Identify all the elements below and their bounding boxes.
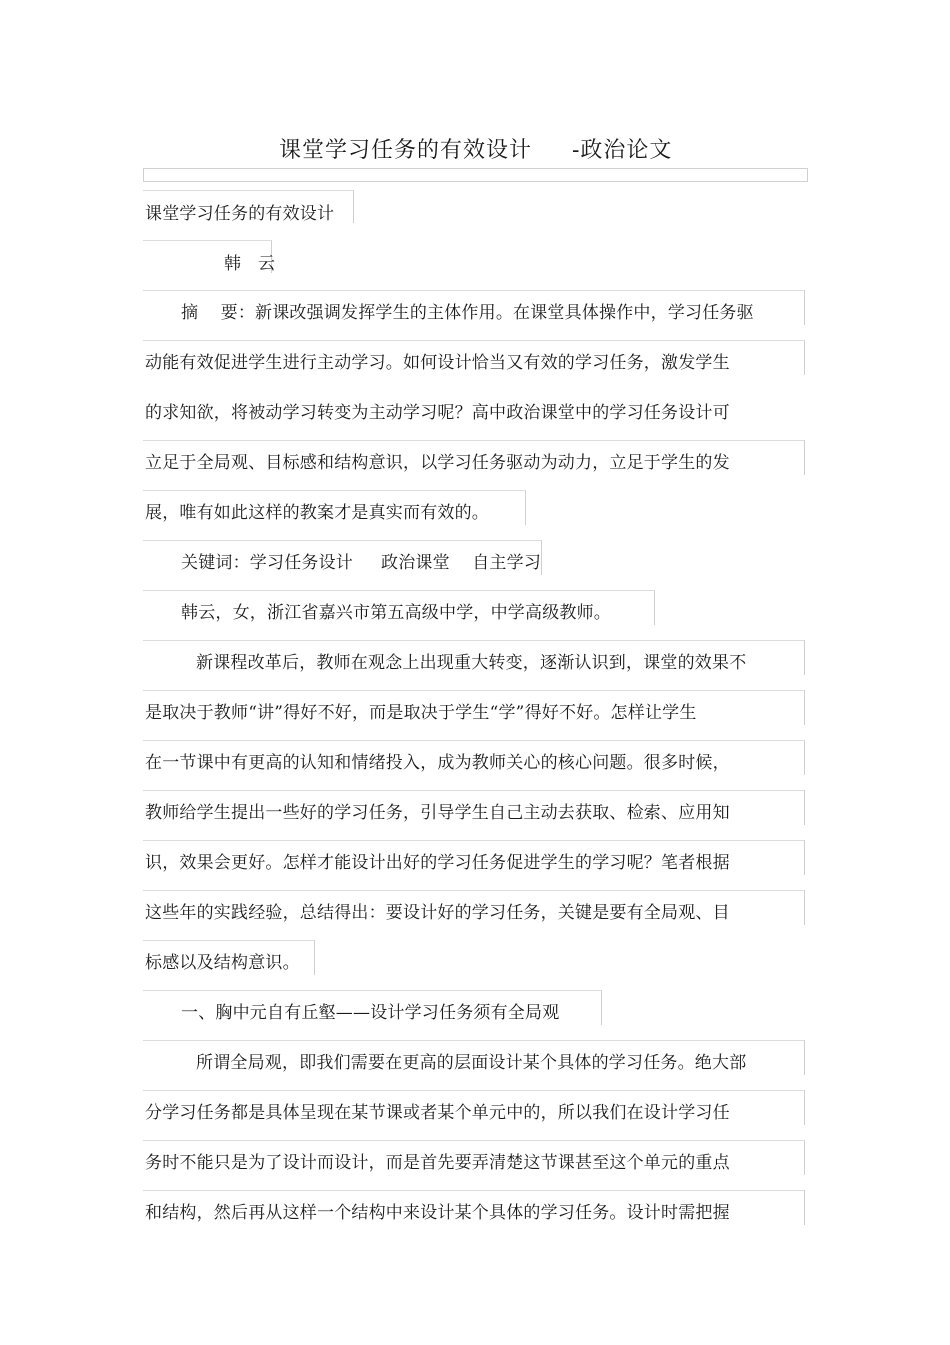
abstract-line: 展，唯有如此这样的教案才是真实而有效的。 bbox=[145, 503, 489, 523]
article-subtitle: 课堂学习任务的有效设计 bbox=[145, 204, 335, 224]
abstract-line: 摘 要：新课改强调发挥学生的主体作用。在课堂具体操作中，学习任务驱 bbox=[181, 303, 754, 323]
section-heading: 一、胸中元自有丘壑——设计学习任务须有全局观 bbox=[181, 1003, 560, 1023]
author-bio: 韩云，女，浙江省嘉兴市第五高级中学，中学高级教师。 bbox=[181, 603, 611, 623]
title-underline-box bbox=[143, 168, 808, 182]
author-name: 韩 云 bbox=[224, 254, 276, 274]
body-paragraph-line: 所谓全局观，即我们需要在更高的层面设计某个具体的学习任务。绝大部 bbox=[196, 1053, 747, 1073]
body-paragraph-line: 在一节课中有更高的认知和情绪投入，成为教师关心的核心问题。很多时候， bbox=[145, 753, 730, 773]
abstract-line: 动能有效促进学生进行主动学习。如何设计恰当又有效的学习任务，激发学生 bbox=[145, 353, 730, 373]
abstract-line: 立足于全局观、目标感和结构意识，以学习任务驱动为动力，立足于学生的发 bbox=[145, 453, 730, 473]
body-paragraph-line: 务时不能只是为了设计而设计，而是首先要弄清楚这节课甚至这个单元的重点 bbox=[145, 1153, 730, 1173]
body-paragraph-line: 和结构，然后再从这样一个结构中来设计某个具体的学习任务。设计时需把握 bbox=[145, 1203, 730, 1223]
body-paragraph-line: 新课程改革后，教师在观念上出现重大转变，逐渐认识到，课堂的效果不 bbox=[196, 653, 747, 673]
body-paragraph-line: 标感以及结构意识。 bbox=[145, 953, 300, 973]
body-paragraph-line: 教师给学生提出一些好的学习任务，引导学生自己主动去获取、检索、应用知 bbox=[145, 803, 730, 823]
body-paragraph-line: 这些年的实践经验，总结得出：要设计好的学习任务，关键是要有全局观、目 bbox=[145, 903, 730, 923]
keywords-line: 关键词：学习任务设计 政治课堂 自主学习 bbox=[181, 553, 542, 573]
body-paragraph-line: 识，效果会更好。怎样才能设计出好的学习任务促进学生的学习呢？笔者根据 bbox=[145, 853, 730, 873]
page-title: 课堂学习任务的有效设计 -政治论文 bbox=[279, 138, 673, 163]
abstract-line: 的求知欲，将被动学习转变为主动学习呢？高中政治课堂中的学习任务设计可 bbox=[145, 403, 730, 423]
body-paragraph-line: 是取决于教师“讲”得好不好，而是取决于学生“学”得好不好。怎样让学生 bbox=[145, 703, 697, 723]
body-paragraph-line: 分学习任务都是具体呈现在某节课或者某个单元中的，所以我们在设计学习任 bbox=[145, 1103, 730, 1123]
